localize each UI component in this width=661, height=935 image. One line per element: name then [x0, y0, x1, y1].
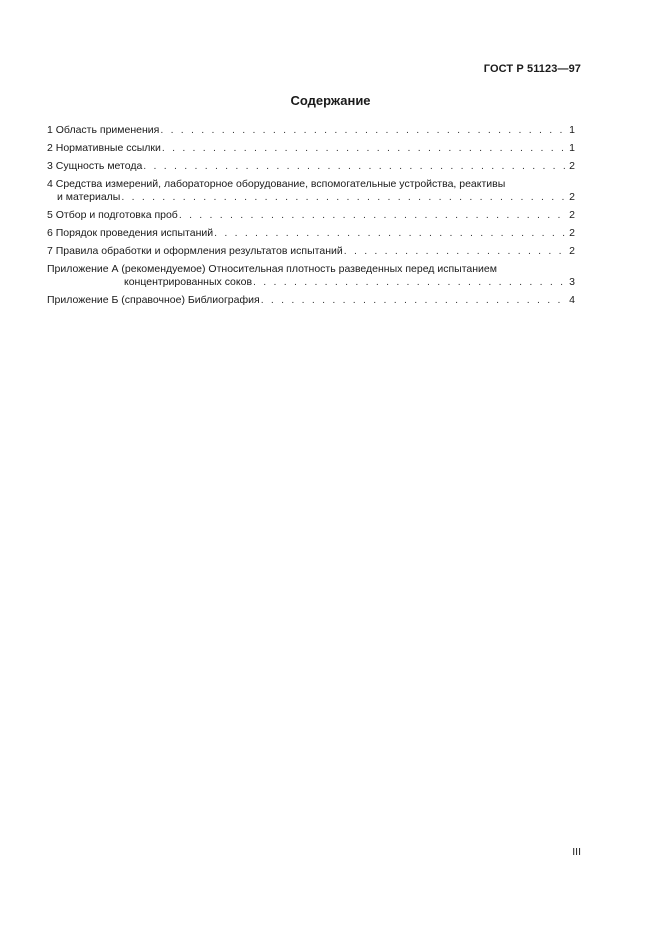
dot-leader — [214, 227, 568, 240]
toc-entry-6[interactable] — [47, 227, 575, 240]
toc-entry-page: 2 — [569, 245, 575, 257]
toc-entry-text: 3 Сущность метода — [47, 160, 143, 172]
toc-entry-7[interactable] — [47, 245, 575, 258]
toc-entry-page: 1 — [569, 142, 575, 154]
dot-leader — [162, 142, 568, 155]
toc-entry-3[interactable] — [47, 160, 575, 173]
toc-entry-text: 2 Нормативные ссылки — [47, 142, 161, 154]
page-number: III — [572, 846, 581, 858]
dot-leader — [344, 245, 568, 258]
dot-leader — [143, 160, 568, 173]
toc-entry-text-continued: и материалы — [57, 191, 121, 203]
toc-appendix-a[interactable] — [47, 263, 575, 289]
toc-entry-page: 1 — [569, 124, 575, 136]
toc-appendix-text: Приложение А (рекомендуемое) Относительная плотность разведенных перед испытанием — [47, 263, 497, 275]
toc-entry-page: 2 — [569, 209, 575, 221]
dot-leader — [261, 294, 568, 307]
toc-entry-text: 4 Средства измерений, лабораторное оборудование, вспомогательные устройства, реактивы — [47, 178, 506, 190]
toc-appendix-page: 3 — [569, 276, 575, 288]
toc-entry-text: 7 Правила обработки и оформления результатов испытаний — [47, 245, 343, 257]
toc-entry-1[interactable] — [47, 124, 575, 137]
toc-appendix-b[interactable] — [47, 294, 575, 307]
toc-entry-page: 2 — [569, 191, 575, 203]
toc-appendix-text-continued: концентрированных соков — [124, 276, 253, 288]
dot-leader — [253, 276, 568, 289]
dot-leader — [179, 209, 568, 222]
toc-entry-5[interactable] — [47, 209, 575, 222]
toc-entry-2[interactable] — [47, 142, 575, 155]
toc-entry-4[interactable] — [47, 178, 575, 204]
toc-appendix-text: Приложение Б (справочное) Библиография — [47, 294, 260, 306]
toc-entry-page: 2 — [569, 227, 575, 239]
toc-entry-text: 1 Область применения — [47, 124, 160, 136]
toc-entry-text: 6 Порядок проведения испытаний — [47, 227, 214, 239]
toc-title: Содержание — [290, 93, 371, 108]
dot-leader — [121, 191, 568, 204]
table-of-contents — [47, 124, 575, 312]
toc-entry-page: 2 — [569, 160, 575, 172]
document-code: ГОСТ Р 51123—97 — [483, 63, 581, 75]
dot-leader — [160, 124, 568, 137]
toc-appendix-page: 4 — [569, 294, 575, 306]
toc-entry-text: 5 Отбор и подготовка проб — [47, 209, 178, 221]
